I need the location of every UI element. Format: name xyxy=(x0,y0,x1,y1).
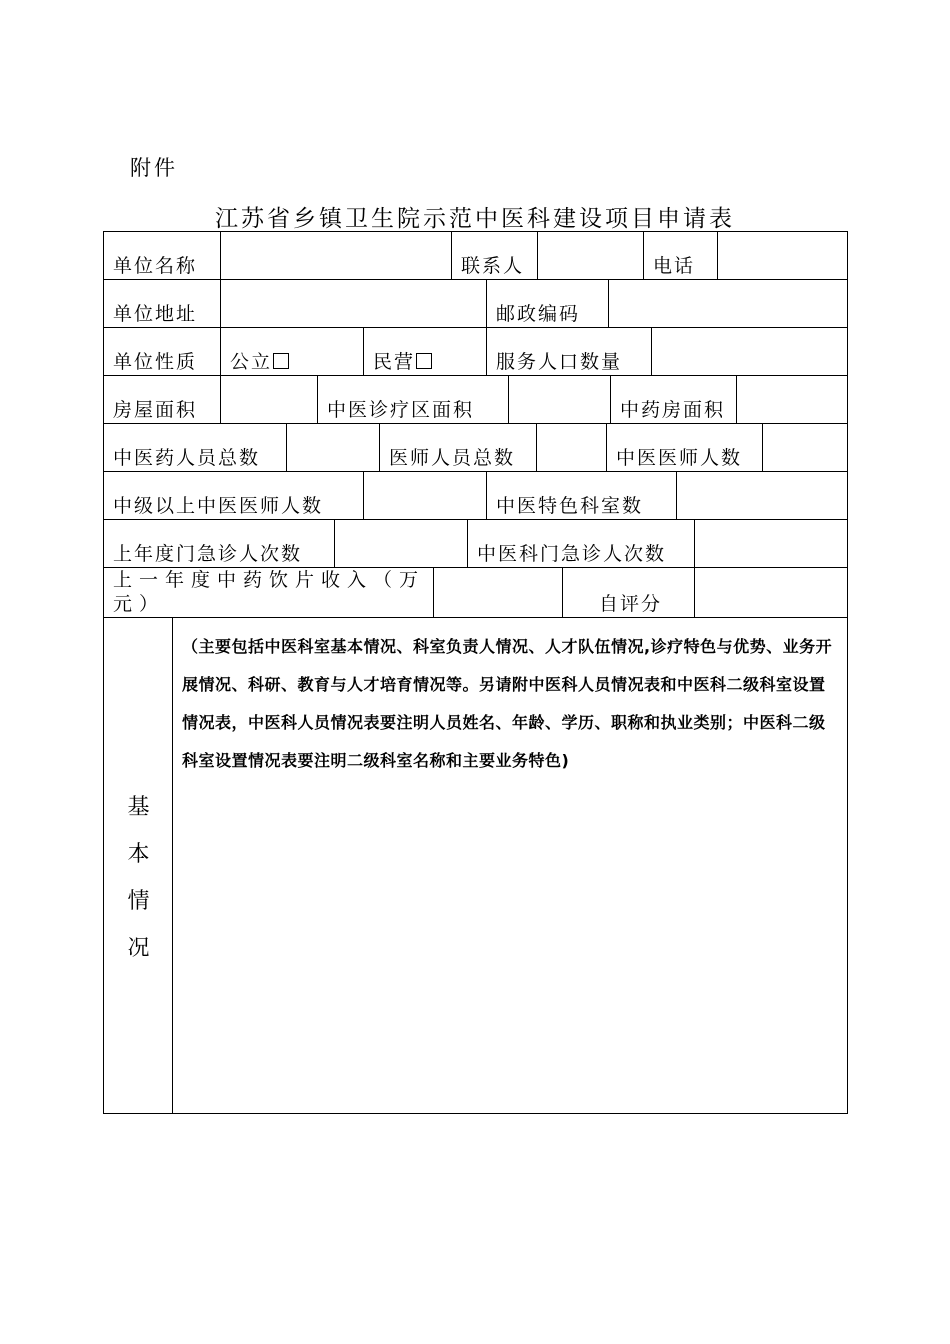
basic-info-char-3: 情 xyxy=(127,889,150,914)
basic-info-vertical-label xyxy=(104,618,173,1113)
service-population-label: 服务人口数量 xyxy=(496,351,623,373)
basic-info-section xyxy=(103,617,848,1114)
self-score-field[interactable] xyxy=(694,568,847,617)
phone-field[interactable] xyxy=(717,232,847,279)
physician-total-field[interactable] xyxy=(536,424,606,471)
contact-label: 联系人 xyxy=(461,255,525,277)
public-checkbox[interactable] xyxy=(273,353,289,369)
tcm-dept-visits-label-cell xyxy=(467,520,694,567)
contact-field[interactable] xyxy=(537,232,643,279)
last-year-visits-field[interactable] xyxy=(334,520,467,567)
basic-info-note[interactable]: （主要包括中医科室基本情况、科室负责人情况、人才队伍情况,诊疗特色与优势、业务开展情况、科研、教育与人才培育情况等。另请附中医科人员情况表和中医科二级科室设置情况表，中医科人员情况表要注明人员姓名、年龄、学历、职称和执业类别；中医科二级科室设置情况表要注明二级科室名称和主要业务特色) xyxy=(182,637,833,770)
phone-label-cell xyxy=(643,232,717,279)
tcm-clinic-area-label-cell xyxy=(317,376,508,423)
row-areas xyxy=(103,375,848,424)
postcode-label: 邮政编码 xyxy=(496,303,581,325)
tcm-pharmacy-area-label: 中药房面积 xyxy=(620,399,726,421)
private-checkbox[interactable] xyxy=(416,353,432,369)
row-unit-address xyxy=(103,279,848,328)
physician-total-label-cell xyxy=(379,424,536,471)
row-mid-level xyxy=(103,471,848,520)
tcm-staff-total-label: 中医药人员总数 xyxy=(113,447,261,469)
mid-level-label-cell xyxy=(104,472,363,519)
tcm-specialty-dept-field[interactable] xyxy=(676,472,847,519)
public-option-label: 公立 xyxy=(230,351,273,373)
row-herb-income xyxy=(103,567,848,618)
unit-nature-label: 单位性质 xyxy=(113,351,198,373)
tcm-specialty-dept-label-cell xyxy=(486,472,676,519)
unit-name-label-cell xyxy=(104,232,220,279)
tcm-dept-visits-field[interactable] xyxy=(694,520,847,567)
tcm-pharmacy-area-label-cell xyxy=(610,376,736,423)
tcm-herb-income-label-cell xyxy=(104,568,433,617)
mid-level-field[interactable] xyxy=(363,472,486,519)
row-unit-nature xyxy=(103,327,848,376)
building-area-label: 房屋面积 xyxy=(113,399,198,421)
unit-address-label-cell xyxy=(104,280,220,327)
basic-info-char-1: 基 xyxy=(127,795,150,820)
tcm-dept-visits-label: 中医科门急诊人次数 xyxy=(477,543,667,565)
tcm-herb-income-label: 上一年度中药饮片收入（万元） xyxy=(113,569,426,615)
tcm-pharmacy-area-field[interactable] xyxy=(736,376,847,423)
row-unit-name xyxy=(103,231,848,280)
physician-total-label: 医师人员总数 xyxy=(389,447,516,469)
public-option-cell[interactable] xyxy=(220,328,363,375)
tcm-herb-income-field[interactable] xyxy=(433,568,562,617)
tcm-staff-total-field[interactable] xyxy=(286,424,379,471)
basic-info-char-2: 本 xyxy=(127,842,150,867)
building-area-label-cell xyxy=(104,376,220,423)
postcode-label-cell xyxy=(486,280,608,327)
tcm-staff-total-label-cell xyxy=(104,424,286,471)
unit-address-label: 单位地址 xyxy=(113,303,198,325)
private-option-cell[interactable] xyxy=(363,328,486,375)
tcm-clinic-area-label: 中医诊疗区面积 xyxy=(327,399,475,421)
contact-label-cell xyxy=(451,232,537,279)
private-option-label: 民营 xyxy=(373,351,416,373)
building-area-field[interactable] xyxy=(220,376,317,423)
mid-level-tcm-physician-label: 中级以上中医医师人数 xyxy=(113,495,324,517)
service-population-label-cell xyxy=(486,328,651,375)
row-visits xyxy=(103,519,848,568)
unit-name-label: 单位名称 xyxy=(113,255,198,277)
tcm-physician-count-label: 中医医师人数 xyxy=(616,447,743,469)
unit-name-field[interactable] xyxy=(220,232,451,279)
basic-info-char-4: 况 xyxy=(127,936,150,961)
postcode-field[interactable] xyxy=(608,280,847,327)
attachment-label: 附件 xyxy=(130,156,178,180)
self-score-label-cell xyxy=(562,568,694,617)
tcm-physician-count-field[interactable] xyxy=(762,424,847,471)
form-title: 江苏省乡镇卫生院示范中医科建设项目申请表 xyxy=(215,206,735,232)
self-score-label: 自评分 xyxy=(599,593,663,615)
tcm-physician-count-label-cell xyxy=(606,424,762,471)
last-year-visits-label-cell xyxy=(104,520,334,567)
tcm-clinic-area-field[interactable] xyxy=(508,376,610,423)
phone-label: 电话 xyxy=(653,255,696,277)
row-staff-counts xyxy=(103,423,848,472)
last-year-visits-label: 上年度门急诊人次数 xyxy=(113,543,303,565)
unit-nature-label-cell xyxy=(104,328,220,375)
service-population-field[interactable] xyxy=(651,328,847,375)
unit-address-field[interactable] xyxy=(220,280,486,327)
tcm-specialty-dept-label: 中医特色科室数 xyxy=(496,495,644,517)
